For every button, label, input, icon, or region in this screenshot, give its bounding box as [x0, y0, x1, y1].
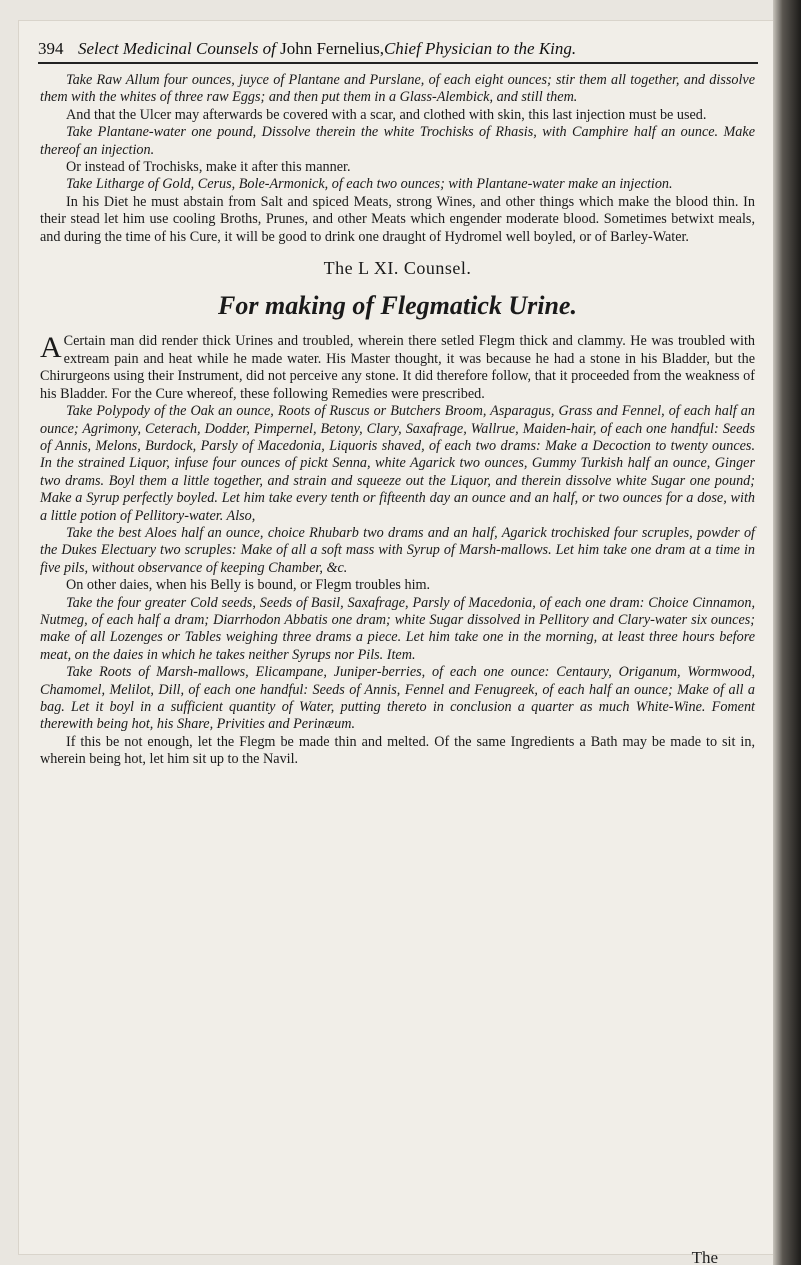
catchword: The	[691, 1248, 718, 1267]
running-head-author: John Fernelius,	[280, 39, 384, 58]
text-paragraph: On other daies, when his Belly is bound, or Flegm troubles him.	[66, 577, 431, 594]
opening-paragraph	[40, 333, 755, 403]
opening-paragraph-text: Certain man did render thick Urines and troubled, wherein there setled Flegm thick and clammy. He was troubled with extream pain and heat while he made water. His Master thought, it was because he had a stone in his Bladder, but the Chirurgeons using their Instrument, did not perceive any stone. It did therefore follow, that it proceeded from the weakness of his Bladder. For the Cure whereof, these following Remedies were prescribed.	[40, 333, 755, 402]
recipe-paragraph: Take Litharge of Gold, Cerus, Bole-Armonick, of each two ounces; with Plantane-water make an injection.	[66, 176, 673, 193]
running-head-role: Chief Physician to the King.	[383, 39, 577, 58]
recipe-paragraph: Take Polypody of the Oak an ounce, Roots of Ruscus or Butchers Broom, Asparagus, Grass and Fennel, of each half an ounce; Agrimony, Ceterach, Dodder, Pimpernel, Betony, Clary, Saxafrage, Wallrue, Maiden-hair, of each one handful: Seeds of Annis, Melons, Burdock, Parsly of Macedonia, Liquoris shaved, of each two drams: Make a Decoction to twenty ounces. In the strained Liquor, infuse four ounces of pickt Senna, white Agarick two ounces, Gummy Turkish half an ounce, Ginger two drams. Boyl them a little together, and strain and squeeze out the Liquor, and therein dissolve white Sugar one pound; Make a Syrup perfectly boyled. Let him take every tenth or fifteenth day an ounce and an half, or two ounces for a dose, with a little potion of Pellitory-water. Also,	[40, 403, 755, 524]
drop-cap-letter: A	[40, 331, 62, 365]
recipe-paragraph: Take the best Aloes half an ounce, choice Rhubarb two drams and an half, Agarick trochisked four scruples, powder of the Dukes Electuary two scruples: Make of all a soft mass with Syrup of Marsh-mallows. Let him take one dram at a time in five pils, without observance of keeping Chamber, &c.	[40, 524, 755, 576]
recipe-paragraph: Take Plantane-water one pound, Dissolve therein the white Trochisks of Rhasis, with Camphire half an ounce. Make thereof an injection.	[40, 124, 755, 158]
text-paragraph: And that the Ulcer may afterwards be covered with a scar, and clothed with skin, this last injection must be used.	[66, 106, 707, 123]
page-body	[40, 72, 755, 769]
running-head	[78, 38, 576, 60]
running-head-title: Select Medicinal Counsels of	[78, 39, 281, 58]
recipe-paragraph: Take Roots of Marsh-mallows, Elicampane, Juniper-berries, of each one ounce: Centaury, Origanum, Wormwood, Chamomel, Melilot, Dill, of each one handful: Seeds of Annis, Fennel and Fenugreek, of each half an ounce; Make of all a bag. Let it boyl in a sufficient quantity of Water, putting thereto in conclusion a quarter as much White-Wine. Foment therewith being hot, his Share, Privities and Perinæum.	[40, 664, 755, 733]
book-gutter-shadow	[773, 0, 801, 1265]
page-header	[38, 38, 758, 64]
text-paragraph: Or instead of Trochisks, make it after this manner.	[66, 159, 351, 176]
page-number: 394	[38, 39, 64, 58]
recipe-paragraph: Take Raw Allum four ounces, juyce of Plantane and Purslane, of each eight ounces; stir them all together, and dissolve them with the whites of three raw Eggs; and then put them in a Glass-Alembick, and still them.	[40, 72, 755, 106]
book-page	[18, 20, 778, 1267]
text-paragraph: In his Diet he must abstain from Salt and spiced Meats, strong Wines, and other things which make the blood thin. In their stead let him use cooling Broths, Prunes, and other Meats which engender moderate blood. Sometimes betwixt meals, and during the time of his Cure, it will be good to drink one draught of Hydromel well boyled, or of Barley-Water.	[40, 193, 755, 245]
chapter-heading: The L XI. Counsel.	[323, 258, 472, 279]
chapter-subtitle: For making of Flegmatick Urine.	[218, 291, 577, 321]
text-paragraph: If this be not enough, let the Flegm be made thin and melted. Of the same Ingredients a Bath may be made to sit in, wherein being hot, let him sit up to the Navil.	[40, 733, 755, 768]
recipe-paragraph: Take the four greater Cold seeds, Seeds of Basil, Saxafrage, Parsly of Macedonia, of each one dram: Choice Cinnamon, Nutmeg, of each half a dram; Diarrhodon Abbatis one dram; white Sugar dissolved in Pellitory and Clary-water six ounces; make of all Lozenges or Tables weighing three drams a piece. Let him take one in the morning, at least three hours before meat, on the daies in which he takes neither Syrups nor Pils. Item.	[40, 594, 755, 663]
